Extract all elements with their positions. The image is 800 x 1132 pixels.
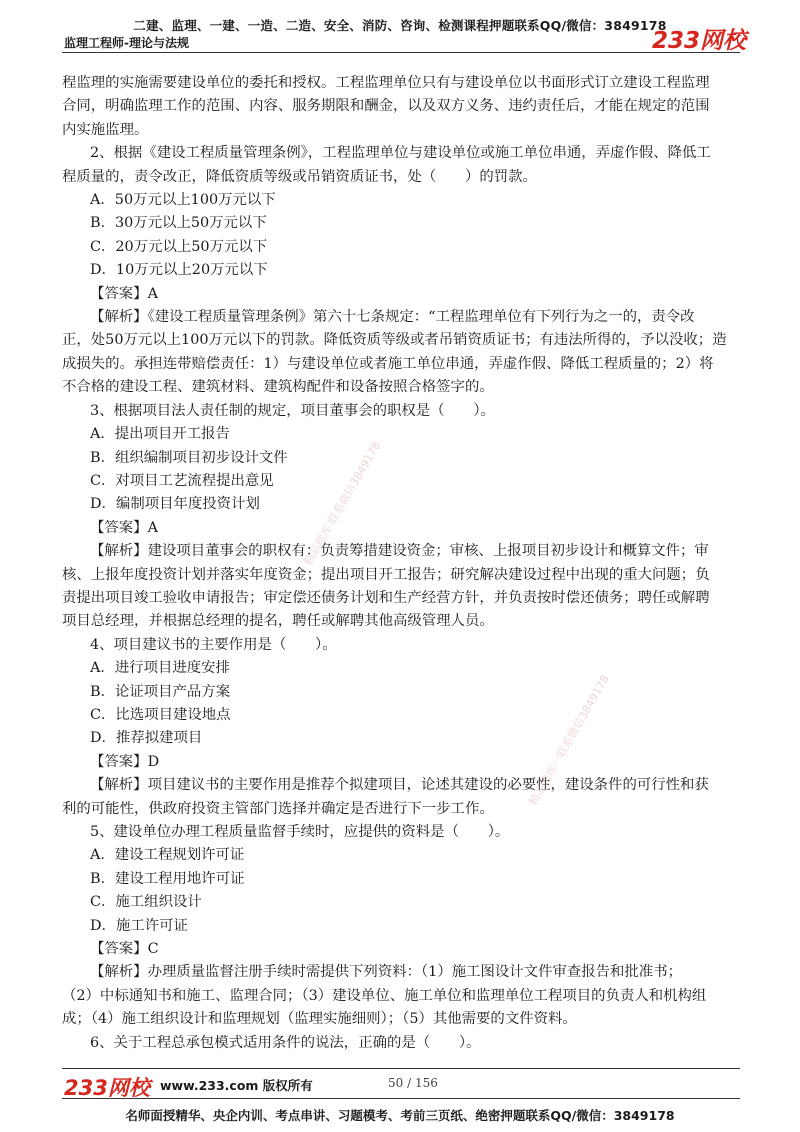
text-line: 责提出项目竣工验收申请报告；审定偿还债务计划和生产经营方针，并负责按时偿还债务；聘任或解聘 <box>62 589 710 606</box>
answer-option: D．编制项目年度投资计划 <box>90 496 260 513</box>
answer-option: B．组织编制项目初步设计文件 <box>90 449 288 466</box>
answer-option: B．论证项目产品方案 <box>90 683 231 700</box>
answer-option: C．比选项目建设地点 <box>90 706 231 723</box>
footer-promo-text: 名师面授精华、央企内训、考点串讲、习题模考、考前三页纸、绝密押题联系QQ/微信：3849178 <box>125 1108 675 1123</box>
text-line: 【解析】项目建议书的主要作用是推荐个拟建项目，论述其建设的必要性，建设条件的可行性和获 <box>90 777 709 794</box>
site-logo: 233网校 <box>652 28 747 54</box>
text-line: 项目总经理，并根据总经理的提名，聘任或解聘其他高级管理人员。 <box>62 613 494 630</box>
answer-option: D．施工许可证 <box>90 917 188 934</box>
answer-option: D．推荐拟建项目 <box>90 730 203 747</box>
answer-option: A．提出项目开工报告 <box>90 426 230 443</box>
text-line: 合同，明确监理工作的范围、内容、服务期限和酬金，以及双方义务、违约责任后，才能在规定的范围 <box>62 98 710 115</box>
header-promo-text: 二建、监理、一建、一造、二造、安全、消防、咨询、检测课程押题联系QQ/微信：3849178 <box>133 18 667 33</box>
text-line: 【解析】建设项目董事会的职权有：负责筹措建设资金；审核、上报项目初步设计和概算文件；审 <box>90 543 709 560</box>
answer-option: A．建设工程规划许可证 <box>90 847 245 864</box>
text-line: 核、上报年度投资计划并落实年度资金；提出项目开工报告；研究解决建设过程中出现的重大问题；负 <box>62 566 710 583</box>
text-line: 利的可能性，供政府投资主管部门选择并确定是否进行下一步工作。 <box>62 800 494 817</box>
text-line: 6、关于工程总承包模式适用条件的说法，正确的是（ ）。 <box>90 1034 481 1051</box>
answer-option: B．建设工程用地许可证 <box>90 870 245 887</box>
text-line: 程监理的实施需要建设单位的委托和授权。工程监理单位只有与建设单位以书面形式订立建设工程监理 <box>62 75 710 91</box>
text-line: （2）中标通知书和施工、监理合同；（3）建设单位、施工单位和监理单位工程项目的负责人和机构组 <box>62 987 707 1004</box>
text-line: 成损失的。承担连带赔偿责任：1）与建设单位或者施工单位串通，弄虚作假、降低工程质量的；2）将 <box>62 355 714 372</box>
answer-option: A．进行项目进度安排 <box>90 660 230 677</box>
watermark-text: 精品题库一联系微信3849178 <box>526 672 612 808</box>
text-line: 程质量的，责令改正，降低资质等级或吊销资质证书，处（ ）的罚款。 <box>62 168 537 185</box>
text-line: 【答案】A <box>90 519 158 536</box>
answer-option: D．10万元以上20万元以下 <box>90 262 268 279</box>
answer-option: C．20万元以上50万元以下 <box>90 238 268 255</box>
document-title: 监理工程师-理论与法规 <box>64 36 189 50</box>
watermark-text: 精品题库 联系微信3849178 <box>301 439 384 568</box>
text-line: 【解析】《建设工程质量管理条例》第六十七条规定：“工程监理单位有下列行为之一的，责令改 <box>90 309 695 326</box>
text-line: 2、根据《建设工程质量管理条例》，工程监理单位与建设单位或施工单位串通，弄虚作假、降低工 <box>90 145 711 162</box>
text-line: 【答案】D <box>90 753 160 770</box>
text-line: 【答案】C <box>90 941 159 958</box>
answer-option: C．施工组织设计 <box>90 894 202 911</box>
answer-option: C．对项目工艺流程提出意见 <box>90 472 274 489</box>
answer-option: A．50万元以上100万元以下 <box>90 192 276 209</box>
footer-divider <box>62 1068 740 1069</box>
text-line: 5、建设单位办理工程质量监督手续时，应提供的资料是（ ）。 <box>90 824 510 840</box>
footer-site-text: www.233.com 版权所有 <box>160 1078 313 1093</box>
answer-option: B．30万元以上50万元以下 <box>90 215 267 232</box>
text-line: 4、项目建议书的主要作用是（ ）。 <box>90 636 337 653</box>
text-line: 正，处50万元以上100万元以下的罚款。降低资质等级或者吊销资质证书；有违法所得的，予以没收；造 <box>62 332 727 349</box>
header-divider <box>62 52 740 53</box>
text-line: 成；（4）施工组织设计和监理规划（监理实施细则）；（5）其他需要的文件资料。 <box>62 1011 577 1028</box>
footer-divider-bottom <box>62 1098 740 1099</box>
text-line: 内实施监理。 <box>62 121 149 138</box>
text-line: 不合格的建设工程、建筑材料、建筑构配件和设备按照合格签字的。 <box>62 379 494 396</box>
page-number: 50 / 156 <box>388 1076 438 1090</box>
document-body <box>62 72 738 1055</box>
text-line: 3、根据项目法人责任制的规定，项目董事会的职权是（ ）。 <box>90 402 495 419</box>
footer-logo: 233网校 <box>64 1076 150 1100</box>
text-line: 【答案】A <box>90 285 158 302</box>
text-line: 【解析】办理质量监督注册手续时需提供下列资料：（1）施工图设计文件审查报告和批准书； <box>90 964 682 981</box>
